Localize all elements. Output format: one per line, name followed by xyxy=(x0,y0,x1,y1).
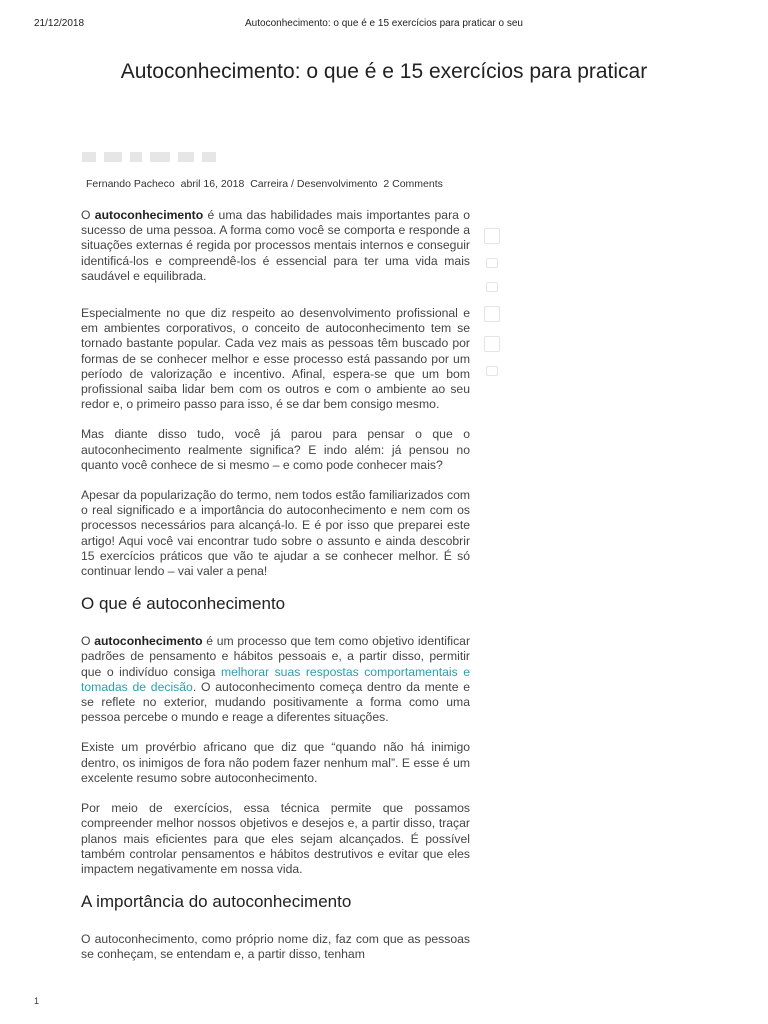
article-title: Autoconhecimento: o que é e 15 exercícios para praticar xyxy=(120,60,648,83)
paragraph: Mas diante disso tudo, você já parou para pensar o que o autoconhecimento realmente significa? E indo além: já pensou no quanto você conhece de si mesmo – e como pode conhecer mais? xyxy=(81,427,470,472)
text: O xyxy=(81,634,95,649)
print-page-title: Autoconhecimento: o que é e 15 exercícios para praticar o seu xyxy=(245,18,523,29)
paragraph xyxy=(81,208,470,284)
side-icon xyxy=(484,336,500,352)
keyword-bold: autoconhecimento xyxy=(94,208,204,222)
article-body xyxy=(81,208,470,978)
text: . O autoconhecimento começa dentro da mente e se reflete no exterior, mudando positivamente a forma como uma pessoa percebe o mundo e reage a diferentes situações. xyxy=(81,679,470,725)
paragraph xyxy=(81,634,470,725)
meta-author[interactable]: Fernando Pacheco xyxy=(86,178,175,190)
section-heading: A importância do autoconhecimento xyxy=(81,892,352,912)
meta-comments[interactable]: 2 Comments xyxy=(383,178,443,190)
share-icon xyxy=(202,152,216,162)
inline-link[interactable]: melhorar suas respostas comportamentais e tomadas de decisão xyxy=(81,664,470,694)
paragraph: O autoconhecimento, como próprio nome diz, faz com que as pessoas se conheçam, se entendam e, a partir disso, tenham xyxy=(81,932,470,962)
share-icon xyxy=(150,152,170,162)
text: O xyxy=(81,208,95,222)
paragraph: Apesar da popularização do termo, nem todos estão familiarizados com o real significado e a importância do autoconhecimento e nem com os processos necessários para alcançá-lo. E é por isso que preparei este artigo! Aqui você vai encontrar tudo sobre o assunto e ainda descobrir 15 exercícios práticos que vão te ajudar a se conhecer melhor. É só continuar lendo – vai valer a pena! xyxy=(81,488,470,579)
share-icon xyxy=(82,152,96,162)
side-icon xyxy=(486,258,498,268)
meta-date: abril 16, 2018 xyxy=(180,178,245,190)
share-icon xyxy=(130,152,142,162)
side-icon xyxy=(484,228,500,244)
faded-share-icons xyxy=(82,146,282,168)
paragraph: Especialmente no que diz respeito ao desenvolvimento profissional e em ambientes corporativos, o conceito de autoconhecimento tem se tornado bastante popular. Cada vez mais as pessoas têm buscado por formas de se conhecer melhor e esse processo está passando por um período de valorização e incentivo. Afinal, espera-se que um bom profissional saiba lidar bem com os outros e com o ambiente ao seu redor e, o primeiro passo para isso, é se dar bem consigo mesmo. xyxy=(81,306,470,412)
share-icon xyxy=(104,152,122,162)
side-icon xyxy=(484,306,500,322)
share-icon xyxy=(178,152,194,162)
faded-side-icons xyxy=(484,228,502,376)
paragraph: Por meio de exercícios, essa técnica permite que possamos compreender melhor nossos objetivos e desejos e, a partir disso, traçar planos mais eficientes para que eles sejam alcançados. É possível também controlar pensamentos e hábitos destrutivos e evitar que eles impactem negativamente em nossa vida. xyxy=(81,801,470,876)
paragraph: Existe um provérbio africano que diz que “quando não há inimigo dentro, os inimigos de fora não podem fazer nenhum mal”. E esse é um excelente resumo sobre autoconhecimento. xyxy=(81,740,470,785)
text: é um processo que tem como objetivo identificar padrões de pensamento e hábitos pessoais e, a partir disso, permitir que o indivíduo consiga xyxy=(81,634,471,679)
text: é uma das habilidades mais importantes para o sucesso de uma pessoa. A forma como você se comporta e responde a situações externas é regida por processos mentais internos e conseguir identificá-los e compreendê-los é essencial para ter uma vida mais saudável e equilibrada. xyxy=(81,208,470,283)
meta-categories[interactable]: Carreira / Desenvolvimento xyxy=(250,178,378,190)
article-meta xyxy=(86,178,443,190)
print-header xyxy=(0,0,768,36)
side-icon xyxy=(486,366,498,376)
side-icon xyxy=(486,282,498,292)
page-number: 1 xyxy=(34,996,40,1006)
print-date: 21/12/2018 xyxy=(34,18,85,29)
section-heading: O que é autoconhecimento xyxy=(81,594,286,614)
keyword-bold: autoconhecimento xyxy=(94,634,203,649)
